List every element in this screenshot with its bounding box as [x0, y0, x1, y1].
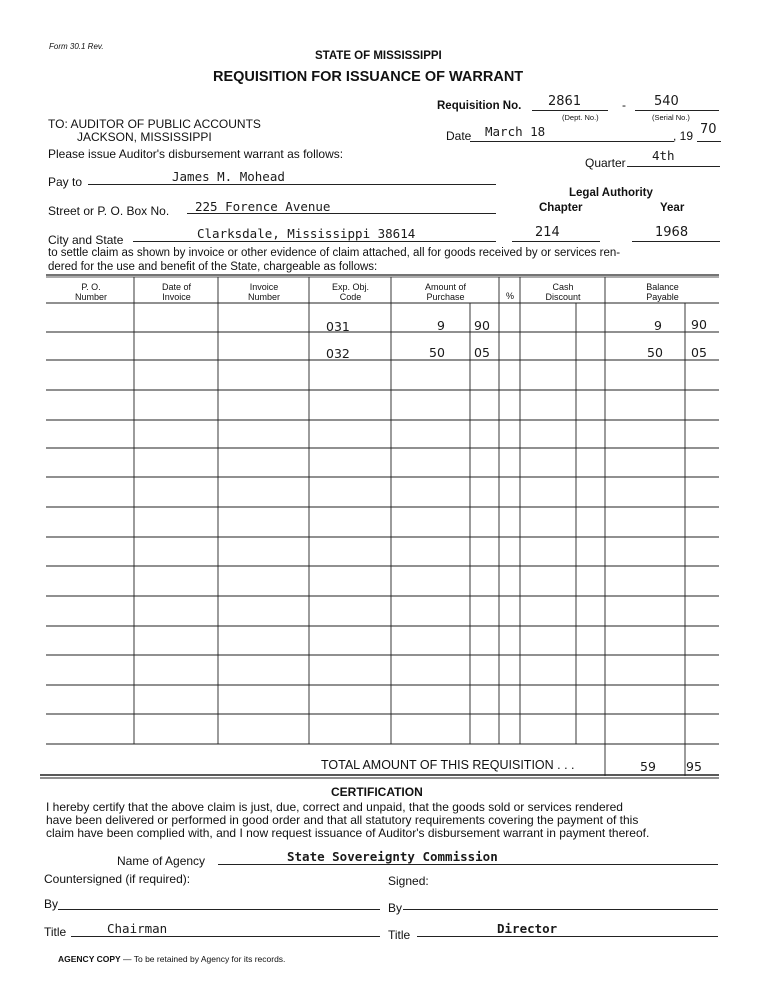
left-by-label: By — [44, 897, 59, 911]
city-label: City and State — [48, 233, 124, 247]
pay-to-label: Pay to — [48, 175, 83, 189]
header-balance-payable: Balance Payable — [646, 282, 679, 302]
to-auditor-line-1: TO: AUDITOR OF PUBLIC ACCOUNTS — [48, 117, 261, 131]
header-date-of-invoice: Date of Invoice — [161, 282, 192, 302]
certification-line-3: claim have been complied with, and I now request issuance of Auditor's disbursement warrant in payment thereof. — [46, 826, 650, 840]
row-1-amount-cents[interactable]: 90 — [474, 318, 490, 333]
header-po-number: P. O. Number — [74, 282, 107, 302]
header-cash-discount: Cash Discount — [545, 282, 581, 302]
requisition-label: Requisition No. — [437, 100, 522, 112]
instruction-text: Please issue Auditor's disbursement warrant as follows: — [48, 147, 344, 161]
header-invoice-number: Invoice Number — [247, 282, 280, 302]
quarter-value[interactable]: 4th — [652, 148, 675, 163]
quarter-label: Quarter — [585, 156, 626, 170]
legal-authority-title: Legal Authority — [569, 187, 653, 199]
row-2-balance-cents[interactable]: 05 — [691, 345, 707, 360]
date-label: Date — [446, 129, 472, 143]
left-title-label: Title — [44, 925, 67, 939]
dept-no-caption: (Dept. No.) — [562, 113, 599, 122]
settle-text-line-1: to settle claim as shown by invoice or other evidence of claim attached, all for goods received by or services ren- — [48, 247, 621, 259]
street-value[interactable]: 225 Forence Avenue — [195, 199, 331, 214]
total-label: TOTAL AMOUNT OF THIS REQUISITION . . . — [321, 758, 575, 772]
date-year-value[interactable]: 70 — [700, 122, 717, 137]
requisition-dash: - — [622, 98, 626, 112]
agency-label: Name of Agency — [117, 854, 206, 868]
certification-line-1: I hereby certify that the above claim is just, due, correct and unpaid, that the goods sold or services rendered — [46, 800, 623, 814]
row-1-balance-cents[interactable]: 90 — [691, 317, 707, 332]
settle-text-line-2: dered for the use and benefit of the State, chargeable as follows: — [48, 261, 378, 273]
row-2-amount-cents[interactable]: 05 — [474, 345, 490, 360]
pay-to-value[interactable]: James M. Mohead — [172, 169, 285, 184]
row-2-exp-code[interactable]: 032 — [326, 346, 350, 361]
total-cents[interactable]: 95 — [686, 759, 702, 774]
total-dollars[interactable]: 59 — [640, 759, 656, 774]
right-title-label: Title — [388, 928, 411, 942]
to-auditor-line-2: JACKSON, MISSISSIPPI — [77, 130, 212, 144]
row-1-balance-dollars[interactable]: 9 — [654, 318, 662, 333]
row-1-exp-code[interactable]: 031 — [326, 319, 350, 334]
signed-label: Signed: — [388, 874, 429, 888]
state-title: STATE OF MISSISSIPPI — [315, 50, 442, 62]
document-title: REQUISITION FOR ISSUANCE OF WARRANT — [213, 69, 524, 85]
year-label: Year — [660, 202, 685, 214]
date-value[interactable]: March 18 — [485, 124, 546, 139]
dept-number-value[interactable]: 2861 — [548, 94, 582, 109]
city-value[interactable]: Clarksdale, Mississippi 38614 — [197, 226, 416, 241]
header-amount-of-purchase: Amount of Purchase — [424, 282, 467, 302]
agency-copy-note — [58, 954, 285, 964]
certification-title: CERTIFICATION — [331, 785, 423, 799]
row-1-amount-dollars[interactable]: 9 — [437, 318, 445, 333]
header-exp-obj-code: Exp. Obj. Code — [331, 282, 369, 302]
left-by-signature-line[interactable] — [58, 909, 380, 910]
chapter-label: Chapter — [539, 202, 583, 214]
agency-copy-rest: — To be retained by Agency for its records. — [120, 954, 286, 964]
year-value[interactable]: 1968 — [655, 225, 689, 240]
countersigned-label: Countersigned (if required): — [44, 872, 191, 886]
row-2-amount-dollars[interactable]: 50 — [429, 345, 445, 360]
date-year-prefix: , 19 — [673, 129, 694, 143]
form-number: Form 30.1 Rev. — [49, 42, 104, 51]
certification-line-2: have been delivered or performed in good order and that all statutory requirements covering the payment of this — [46, 813, 639, 827]
right-title-value[interactable]: Director — [497, 921, 558, 936]
street-label: Street or P. O. Box No. — [48, 204, 170, 218]
chapter-value[interactable]: 214 — [535, 225, 560, 240]
left-title-value[interactable]: Chairman — [107, 921, 168, 936]
right-by-signature-line[interactable] — [403, 909, 718, 910]
header-percent: % — [505, 291, 514, 301]
agency-copy-bold: AGENCY COPY — [58, 954, 121, 964]
right-by-label: By — [388, 901, 403, 915]
serial-number-value[interactable]: 540 — [654, 94, 679, 109]
serial-no-caption: (Serial No.) — [652, 113, 690, 122]
row-2-balance-dollars[interactable]: 50 — [647, 345, 663, 360]
agency-value[interactable]: State Sovereignty Commission — [287, 849, 498, 864]
